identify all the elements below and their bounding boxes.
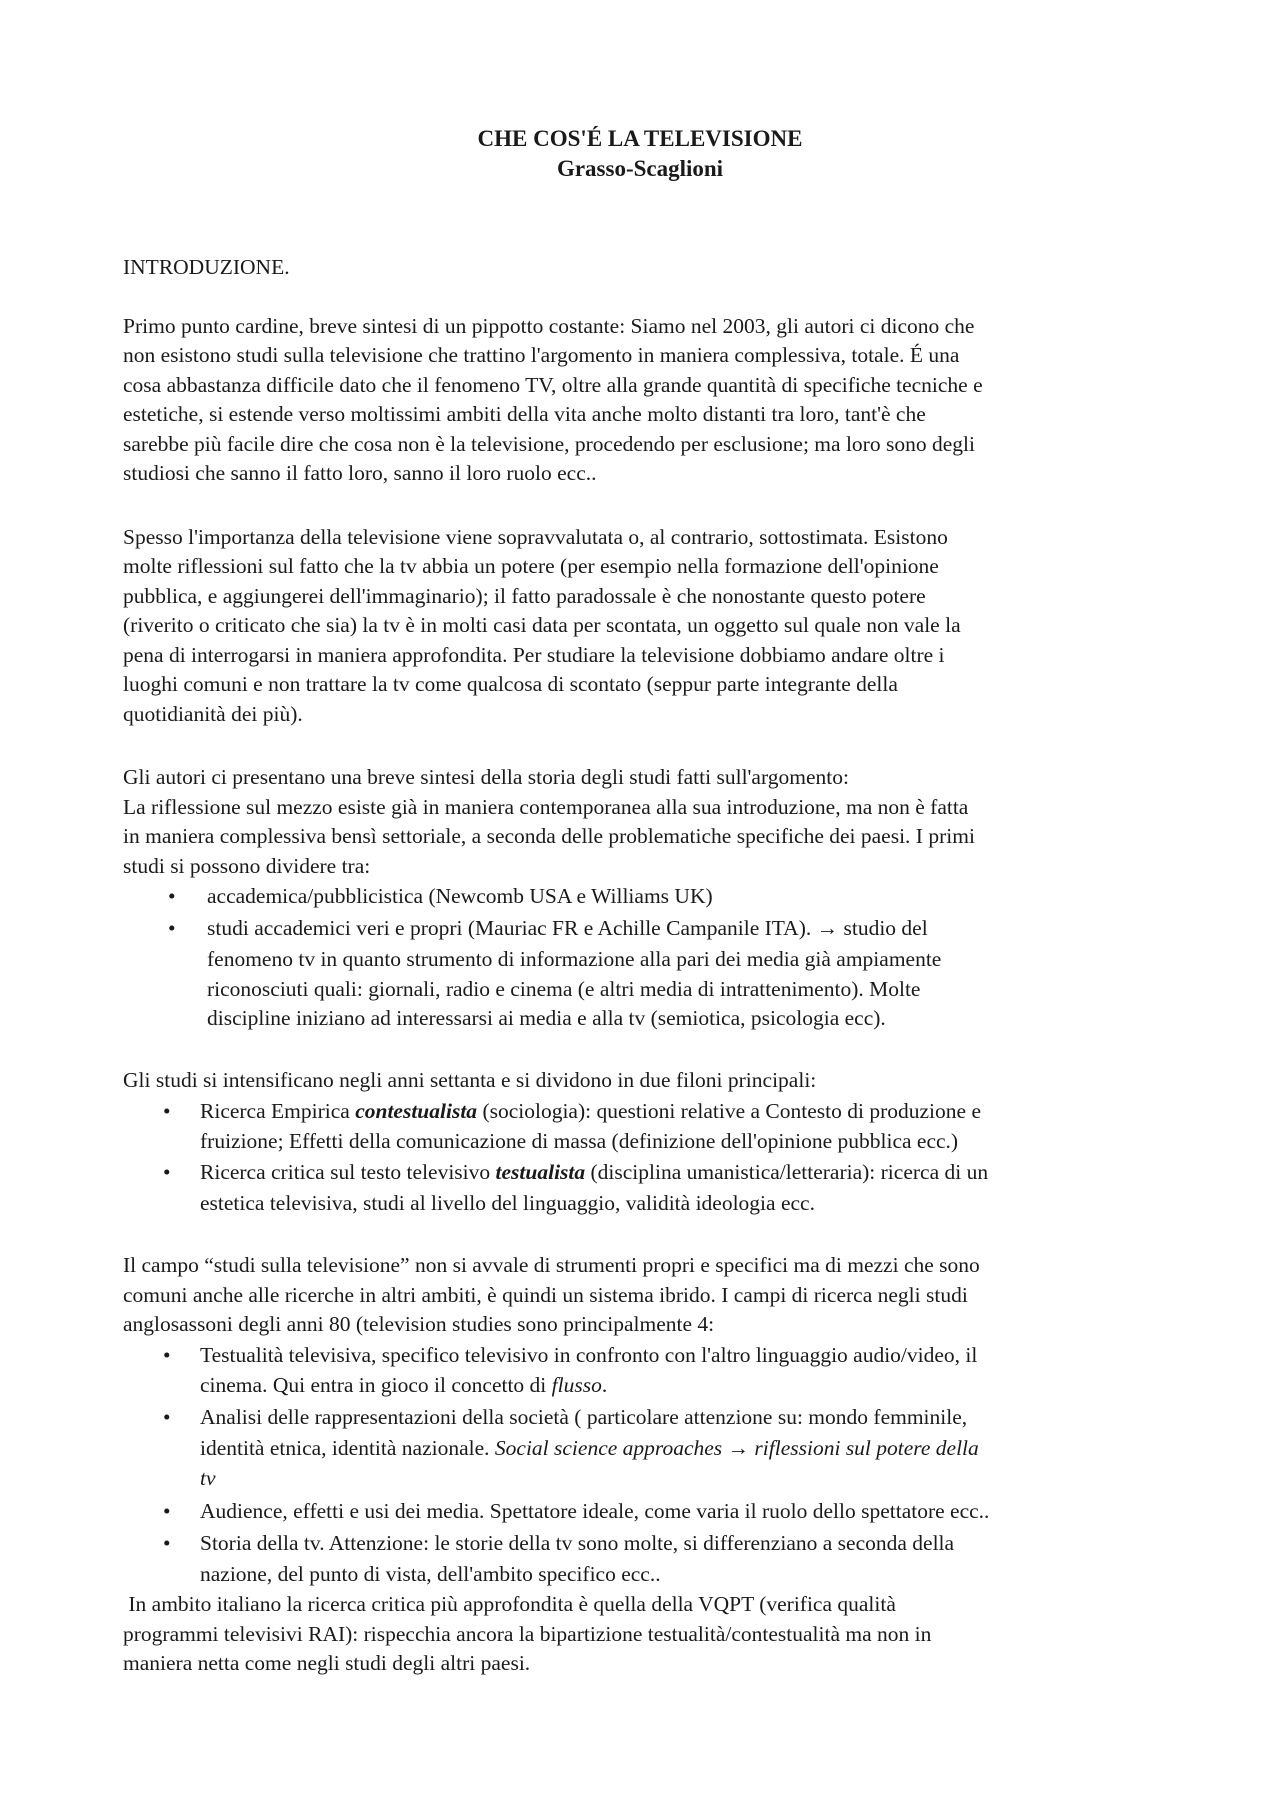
- paragraph-line: anglosassoni degli anni 80 (television studies sono principalmente 4:: [123, 1312, 715, 1336]
- paragraph-line: cosa abbastanza difficile dato che il fenomeno TV, oltre alla grande quantità di specifiche tecniche e: [123, 373, 983, 397]
- list-item-line: estetica televisiva, studi al livello del linguaggio, validità ideologia ecc.: [200, 1191, 815, 1215]
- bullet-icon: •: [163, 1531, 171, 1555]
- document-title: CHE COS'É LA TELEVISIONE: [477, 126, 803, 151]
- emphasis-term: testualista: [495, 1160, 586, 1184]
- list-item-line: identità etnica, identità nazionale. Social science approaches → riflessioni sul potere della: [200, 1436, 979, 1460]
- paragraph-line: non esistono studi sulla televisione che trattino l'argomento in maniera complessiva, totale. É una: [123, 343, 960, 367]
- section-heading: INTRODUZIONE.: [123, 255, 290, 279]
- paragraph-line: In ambito italiano la ricerca critica più approfondita è quella della VQPT (verifica qualità: [123, 1592, 896, 1616]
- list-item-line: discipline iniziano ad interessarsi ai media e alla tv (semiotica, psicologia ecc).: [207, 1006, 886, 1030]
- paragraph-line: maniera netta come negli studi degli altri paesi.: [123, 1651, 531, 1675]
- list-item: studi accademici veri e propri (Mauriac FR e Achille Campanile ITA). → studio del: [207, 916, 928, 940]
- bullet-icon: •: [163, 1099, 171, 1123]
- paragraph-line: studi si possono dividere tra:: [123, 854, 371, 878]
- list-item-line: tv: [200, 1466, 216, 1490]
- paragraph-line: in maniera complessiva bensì settoriale, a seconda delle problematiche specifiche dei paesi. I primi: [123, 824, 975, 848]
- list-item-line: nazione, del punto di vista, dell'ambito specifico ecc..: [200, 1562, 661, 1586]
- list-item-line: cinema. Qui entra in gioco il concetto di flusso.: [200, 1373, 608, 1397]
- paragraph-line: quotidianità dei più).: [123, 702, 303, 726]
- paragraph-line: estetiche, si estende verso moltissimi ambiti della vita anche molto distanti tra loro, tant'è che: [123, 402, 926, 426]
- paragraph-line: La riflessione sul mezzo esiste già in maniera contemporanea alla sua introduzione, ma non è fatta: [123, 795, 969, 819]
- bullet-icon: •: [163, 1160, 171, 1184]
- list-item: accademica/pubblicistica (Newcomb USA e Williams UK): [207, 884, 713, 908]
- emphasis-term: flusso: [551, 1373, 602, 1397]
- list-item: Testualità televisiva, specifico televisivo in confronto con l'altro linguaggio audio/video, il: [200, 1343, 978, 1367]
- paragraph-line: molte riflessioni sul fatto che la tv abbia un potere (per esempio nella formazione dell'opinione: [123, 554, 939, 578]
- bullet-icon: •: [163, 1405, 171, 1429]
- list-item-line: fruizione; Effetti della comunicazione di massa (definizione dell'opinione pubblica ecc.): [200, 1129, 959, 1153]
- bullet-icon: •: [163, 1499, 171, 1523]
- list-item: Ricerca Empirica contestualista (sociologia): questioni relative a Contesto di produzione e: [200, 1099, 981, 1123]
- paragraph-line: pena di interrogarsi in maniera approfondita. Per studiare la televisione dobbiamo andare oltre i: [123, 643, 945, 667]
- paragraph-line: Il campo “studi sulla televisione” non si avvale di strumenti propri e specifici ma di mezzi che sono: [123, 1253, 980, 1277]
- paragraph-line: comuni anche alle ricerche in altri ambiti, è quindi un sistema ibrido. I campi di ricerca negli studi: [123, 1283, 968, 1307]
- paragraph-line: (riverito o criticato che sia) la tv è in molti casi data per scontata, un oggetto sul quale non vale la: [123, 613, 961, 637]
- list-item: Storia della tv. Attenzione: le storie della tv sono molte, si differenziano a seconda della: [200, 1531, 955, 1555]
- list-item: Audience, effetti e usi dei media. Spettatore ideale, come varia il ruolo dello spettatore ecc..: [200, 1499, 990, 1523]
- document-authors: Grasso-Scaglioni: [556, 156, 724, 181]
- list-item: Ricerca critica sul testo televisivo testualista (disciplina umanistica/letteraria): ricerca di un: [200, 1160, 989, 1184]
- paragraph-line: Spesso l'importanza della televisione viene sopravvalutata o, al contrario, sottostimata. Esistono: [123, 525, 948, 549]
- paragraph-line: Gli studi si intensificano negli anni settanta e si dividono in due filoni principali:: [123, 1068, 817, 1092]
- emphasis-term: Social science approaches → riflessioni sul potere della: [494, 1436, 979, 1460]
- list-item-line: fenomeno tv in quanto strumento di informazione alla pari dei media già ampiamente: [207, 947, 942, 971]
- paragraph-line: studiosi che sanno il fatto loro, sanno il loro ruolo ecc..: [123, 461, 597, 485]
- paragraph-line: pubblica, e aggiungerei dell'immaginario); il fatto paradossale è che nonostante questo potere: [123, 584, 926, 608]
- paragraph-line: Gli autori ci presentano una breve sintesi della storia degli studi fatti sull'argomento:: [123, 765, 849, 789]
- bullet-icon: •: [163, 1343, 171, 1367]
- list-item-line: riconosciuti quali: giornali, radio e cinema (e altri media di intrattenimento). Molte: [207, 977, 921, 1001]
- emphasis-term: contestualista: [355, 1099, 478, 1123]
- paragraph-line: programmi televisivi RAI): rispecchia ancora la bipartizione testualità/contestualità ma non in: [123, 1622, 932, 1646]
- paragraph-line: luoghi comuni e non trattare la tv come qualcosa di scontato (seppur parte integrante della: [123, 672, 898, 696]
- list-item: Analisi delle rappresentazioni della società ( particolare attenzione su: mondo femminile,: [200, 1405, 968, 1429]
- paragraph-line: Primo punto cardine, breve sintesi di un pippotto costante: Siamo nel 2003, gli autori ci dicono che: [123, 314, 975, 338]
- paragraph-line: sarebbe più facile dire che cosa non è la televisione, procedendo per esclusione; ma loro sono degli: [123, 432, 975, 456]
- bullet-icon: •: [168, 884, 176, 908]
- bullet-icon: •: [168, 916, 176, 940]
